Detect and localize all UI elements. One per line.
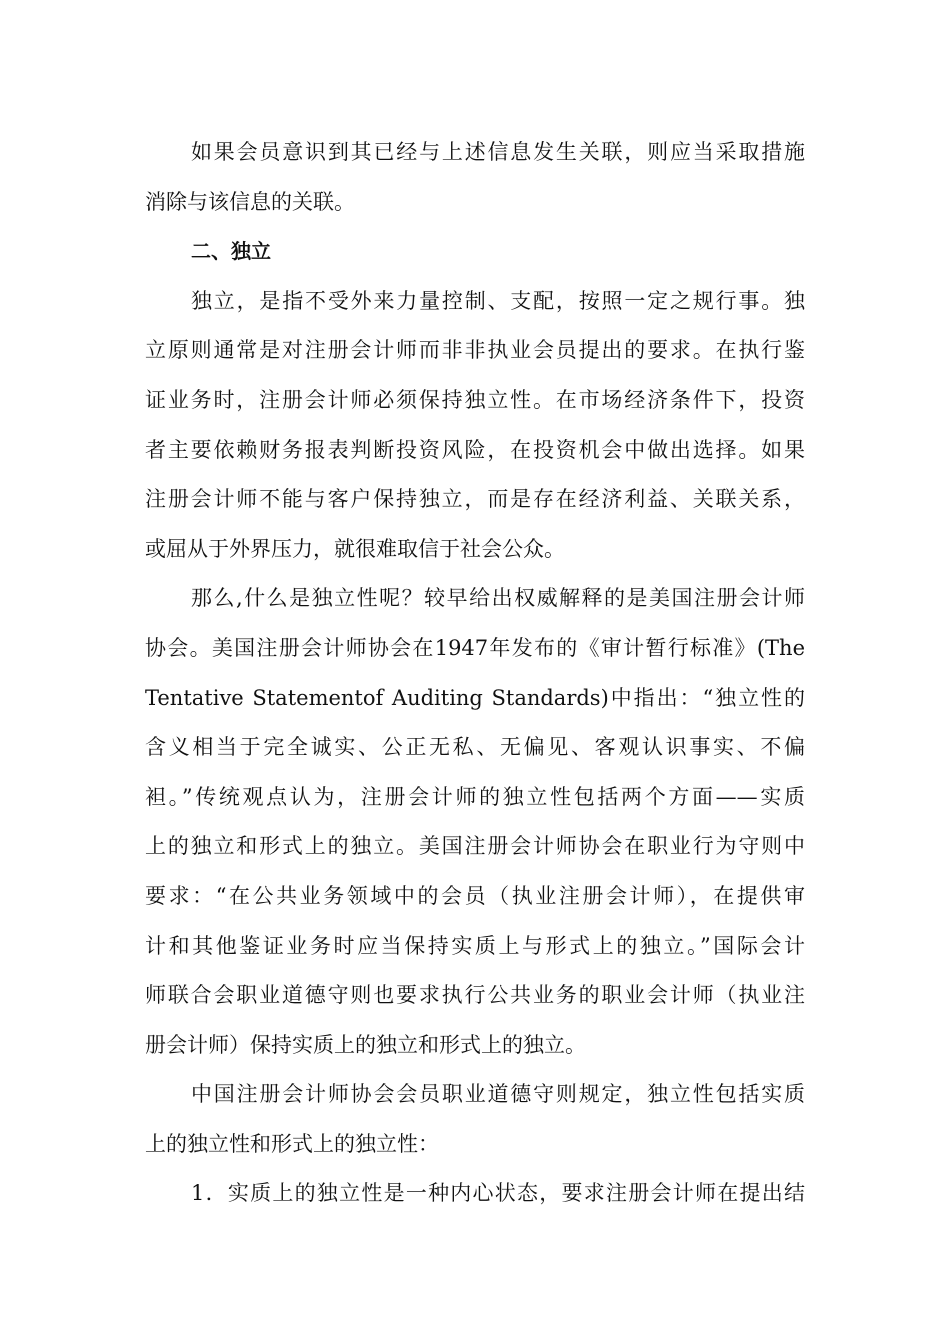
paragraph-line: 者主要依赖财务报表判断投资风险，在投资机会中做出选择。如果 [145,437,805,462]
paragraph-line: 袒。”传统观点认为，注册会计师的独立性包括两个方面——实质 [145,784,805,809]
paragraph-line: 中国注册会计师协会会员职业道德守则规定，独立性包括实质 [191,1082,805,1107]
paragraph-line: 证业务时，注册会计师必须保持独立性。在市场经济条件下，投资 [145,387,805,412]
section-heading: 二、独立 [191,239,271,264]
paragraph-line: 上的独立性和形式上的独立性： [145,1131,439,1156]
paragraph-line: 协会。美国注册会计师协会在1947年发布的《审计暂行标准》(The [145,635,805,660]
paragraph-line: 1．实质上的独立性是一种内心状态，要求注册会计师在提出结 [191,1181,805,1206]
paragraph-line: 独立，是指不受外来力量控制、支配，按照一定之规行事。独 [191,288,805,313]
paragraph-line: Tentative Statementof Auditing Standards)中指出：“独立性的 [145,685,805,710]
paragraph-line: 注册会计师不能与客户保持独立，而是存在经济利益、关联关系， [145,487,805,512]
paragraph-line: 或屈从于外界压力，就很难取信于社会公众。 [145,536,565,561]
paragraph-line: 计和其他鉴证业务时应当保持实质上与形式上的独立。”国际会计 [145,933,805,958]
paragraph-line: 册会计师）保持实质上的独立和形式上的独立。 [145,1032,586,1057]
paragraph-line: 消除与该信息的关联。 [145,189,355,214]
paragraph-line: 要求：“在公共业务领域中的会员（执业注册会计师），在提供审 [145,883,805,908]
paragraph-line: 含义相当于完全诚实、公正无私、无偏见、客观认识事实、不偏 [145,735,805,760]
paragraph-line: 师联合会职业道德守则也要求执行公共业务的职业会计师（执业注 [145,983,805,1008]
paragraph-line: 如果会员意识到其已经与上述信息发生关联，则应当采取措施 [191,140,805,164]
paragraph-line: 上的独立和形式上的独立。美国注册会计师协会在职业行为守则中 [145,834,805,859]
paragraph-line: 那么,什么是独立性呢？较早给出权威解释的是美国注册会计师 [191,586,805,611]
document-page [145,128,805,1219]
paragraph-line: 立原则通常是对注册会计师而非非执业会员提出的要求。在执行鉴 [145,338,805,363]
